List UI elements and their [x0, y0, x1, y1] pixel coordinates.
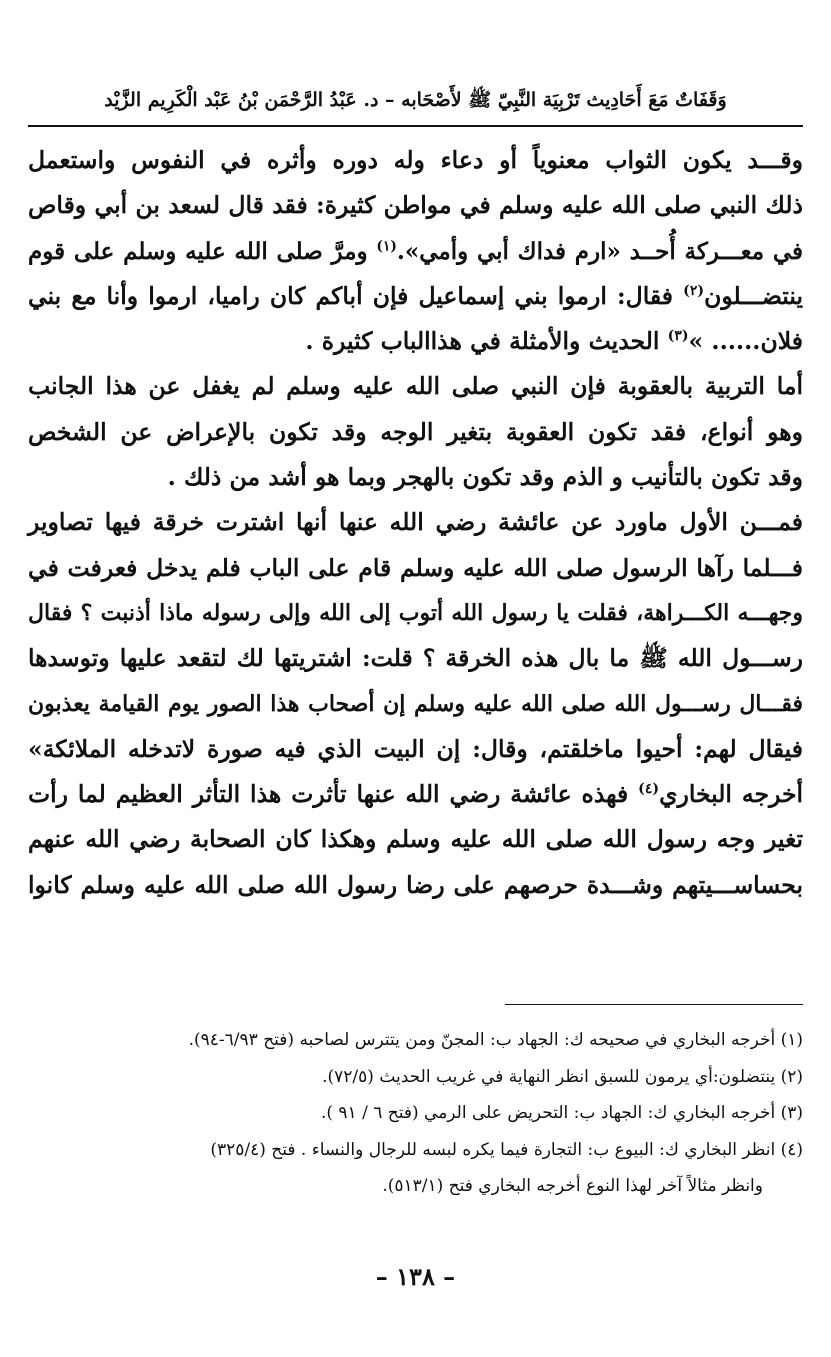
footnote-2: (٢) ينتضلون:أي يرمون للسبق انظر النهاية في غريب الحديث (٧٢/٥).	[322, 1066, 803, 1087]
body-line: بحساســـيتهم وشـــدة حرصهم على رضا رسول الله صلى الله عليه وسلم كانوا	[28, 870, 803, 899]
footnote-1: (١) أخرجه البخاري في صحيحه ك: الجهاد ب: المجنّ ومن يتترس لصاحبه (فتح ٦/٩٣-٩٤).	[188, 1030, 803, 1050]
footnote-ref: (٢)	[683, 283, 705, 300]
footnote-4: (٤) انظر البخاري ك: البيوع ب: التجارة فيما يكره لبسه للرجال والنساء . فتح (٣٢٥/٤)	[210, 1139, 803, 1160]
body-line: تغير وجه رسول الله صلى الله عليه وسلم وهكذا كان الصحابة رضي الله عنهم	[28, 825, 803, 854]
footnote-ref: (٣)	[667, 328, 689, 345]
footnote-4-continuation: وانظر مثالاً آخر لهذا النوع أخرجه البخاري فتح (٥١٣/١).	[382, 1176, 763, 1196]
body-line: ذلك النبي صلى الله عليه وسلم في مواطن كثيرة: فقد قال لسعد بن أبي وقاص	[28, 191, 803, 220]
footnote-ref: (١)	[376, 237, 397, 254]
body-line: رســـول الله ﷺ ما بال هذه الخرقة ؟ قلت: اشتريتها لك لتقعد عليها وتوسدها	[28, 644, 803, 673]
header-divider	[28, 125, 803, 127]
body-text	[28, 138, 803, 908]
footnote-ref: (٤)	[638, 781, 660, 798]
body-line: فمـــن الأول ماورد عن عائشة رضي الله عنها أنها اشترت خرقة فيها تصاوير	[28, 508, 803, 537]
body-line: وقد تكون بالتأنيب و الذم وقد تكون بالهجر وبما هو أشد من ذلك .	[167, 463, 803, 492]
body-line: في معـــركة أُحــد «ارم فداك أبي وأمي».$^{(١)}$ ومرَّ صلى الله عليه وسلم على قوم	[28, 237, 803, 265]
body-line: فقـــال رســـول الله صلى الله عليه وسلم إن أصحاب هذا الصور يوم القيامة يعذبون	[28, 690, 803, 717]
body-line: وجهـــه الكـــراهة، فقلت يا رسول الله أتوب إلى الله وإلى رسوله ماذا أذنبت ؟ فقال	[28, 599, 803, 626]
body-line: أخرجه البخاري$^{(٤)}$ فهذه عائشة رضي الله عنها تأثرت هذا التأثر العظيم لما رأت	[28, 780, 803, 809]
body-line: فـــلما رآها الرسول صلى الله عليه وسلم قام على الباب فلم يدخل فعرفت في	[28, 553, 803, 582]
running-header: وَقَفَاتٌ مَعَ أَحَادِيث تَرْبِيَة النَّبِيّ ﷺ لأَصْحَابه – د. عَبْدُ الرَّحْمَن بْنُ عَبْد الْكَرِيم الزَّيْد	[104, 89, 727, 111]
footnote-3: (٣) أخرجه البخاري ك: الجهاد ب: التحريض على الرمي (فتح ٦ / ٩١ ).	[320, 1103, 803, 1123]
footnote-divider	[505, 1004, 803, 1005]
body-line: أما التربية بالعقوبة فإن النبي صلى الله عليه وسلم لم يغفل عن هذا الجانب	[28, 372, 803, 401]
body-line: وهو أنواع، فقد تكون العقوبة بتغير الوجه وقد تكون بالإعراض عن الشخص	[28, 417, 803, 446]
footnotes	[28, 1022, 803, 1205]
body-line: فلان...... »$^{(٣)}$ الحديث والأمثلة في هذاالباب كثيرة .	[305, 327, 803, 356]
body-line: ينتضـــلون$^{(٢)}$ فقال: ارموا بني إسماعيل فإن أباكم كان راميا، ارموا وأنا مع بني	[28, 281, 803, 310]
body-line: وقـــد يكون الثواب معنوياً أو دعاء وله دوره وأثره في النفوس واستعمل	[28, 146, 803, 174]
page-number: – ١٣٨ –	[375, 1262, 456, 1291]
body-line: فيقال لهم: أحيوا ماخلقتم، وقال: إن البيت الذي فيه صورة لاتدخله الملائكة»	[28, 734, 803, 763]
